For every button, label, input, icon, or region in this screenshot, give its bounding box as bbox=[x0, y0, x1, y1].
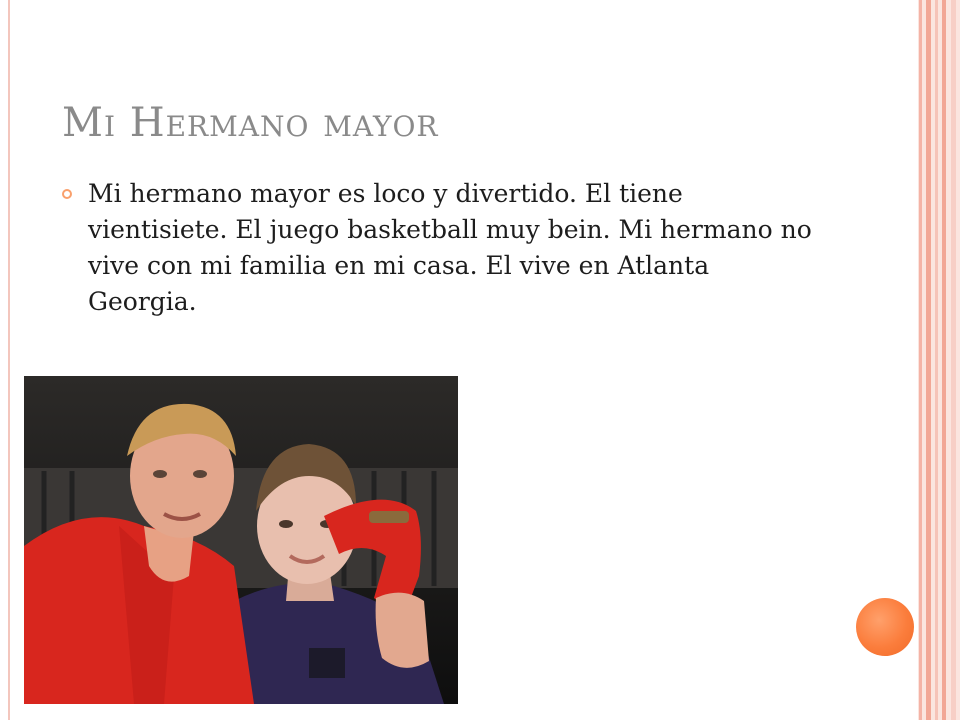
decorative-stripe bbox=[919, 0, 922, 720]
slide-title: Mi Hermano mayor bbox=[62, 100, 439, 146]
bullet-list bbox=[62, 176, 822, 320]
accent-circle bbox=[856, 598, 914, 656]
decorative-stripe bbox=[951, 0, 956, 720]
bullet-text: Mi hermano mayor es loco y divertido. El tiene vientisiete. El juego basketball muy bein. Mi hermano no vive con mi familia en mi casa. El vive en Atlanta Georgia. bbox=[88, 179, 812, 316]
bullet-circle-icon bbox=[62, 189, 72, 199]
decorative-stripe bbox=[942, 0, 946, 720]
decorative-stripe bbox=[926, 0, 931, 720]
slide-border-left bbox=[8, 0, 10, 720]
decorative-stripe bbox=[935, 0, 938, 720]
brothers-photo bbox=[24, 376, 458, 704]
